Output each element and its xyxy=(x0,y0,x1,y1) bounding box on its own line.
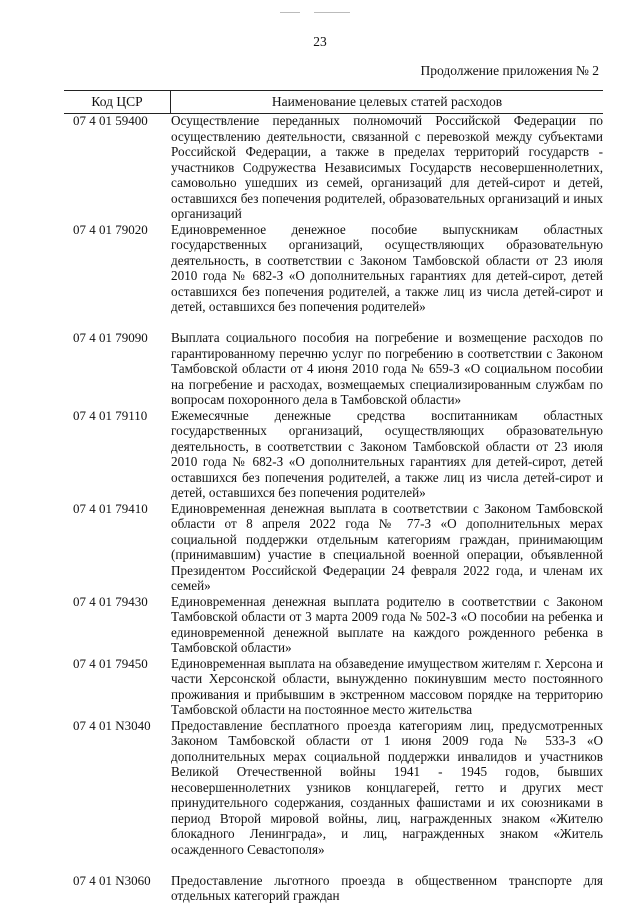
row-description: Единовременная денежная выплата родителю в соответствии с Законом Тамбовской области от 3 марта 2009 года № 502-З «О пособии на ребенка и единовременной денежной выплате на каждого рожденного ребенка в Тамбовской области» xyxy=(171,593,603,655)
row-description: Единовременная выплата на обзаведение имуществом жителям г. Херсона и части Херсонской области, вынужденно покинувшим место постоянного проживания и прибывшим в экстренном массовом порядке на территорию Тамбовской области на постоянное место жительства xyxy=(171,655,603,717)
table-row xyxy=(73,330,603,408)
row-description: Единовременная денежная выплата в соответствии с Законом Тамбовской области от 8 апреля 2022 года № 77-З «О дополнительных мерах социальной поддержки отдельным категориям граждан, принимающим (принимавшим) участие в специальной военной операции, объявленной Президентом Российской Федерации 24 февраля 2022 года, и членам их семей» xyxy=(171,500,603,593)
row-description: Предоставление льготного проезда в общественном транспорте для отдельных категорий граждан xyxy=(171,872,603,903)
row-code: 07 4 01 79090 xyxy=(73,330,148,345)
header-code: Код ЦСР xyxy=(64,91,171,113)
row-code: 07 4 01 59400 xyxy=(73,113,148,128)
row-code: 07 4 01 N3060 xyxy=(73,872,151,888)
table-row xyxy=(73,113,603,222)
row-code: 07 4 01 79450 xyxy=(73,655,148,671)
table-row xyxy=(73,222,603,315)
table-row xyxy=(73,873,603,904)
row-code: 07 4 01 79410 xyxy=(73,500,148,516)
page-number: 23 xyxy=(313,34,327,49)
table-row xyxy=(73,408,603,501)
table-row xyxy=(73,501,603,594)
row-description: Предоставление бесплатного проезда категориям лиц, предусмотренных Законом Тамбовской области от 1 июня 2009 года № 533-З «О дополнительных мерах социальной поддержки инвалидов и участников Великой Отечественной войны 1941 - 1945 годов, бывших несовершеннолетних узников концлагерей, гетто и других мест принудительного содержания, созданных фашистами и их союзниками в период Второй мировой войны, лиц, награжденных знаком «Жителю блокадного Ленинграда», и лиц, награжденных знаком «Житель осажденного Севастополя» xyxy=(171,717,603,857)
row-code: 07 4 01 79110 xyxy=(73,407,148,423)
row-description: Ежемесячные денежные средства воспитанникам областных государственных организаций, осуществляющих образовательную деятельность, в соответствии с Законом Тамбовской области от 23 июля 2010 года № 682-З «О дополнительных гарантиях для детей-сирот, детей оставшихся без попечения родителей, а также лиц из числа детей-сирот и детей, оставшихся без попечения родителей» xyxy=(171,407,603,500)
table-row xyxy=(73,594,603,656)
row-description: Осуществление переданных полномочий Российской Федерации по осуществлению деятельности, связанной с перевозкой между субъектами Российской Федерации, а также в пределах территорий государств - участников Содружества Независимых Государств несовершеннолетних, самовольно ушедших из семей, организаций для детей-сирот и детей, оставшихся без попечения родителей, образовательных организаций и иных организаций xyxy=(171,113,603,221)
scan-artifact xyxy=(280,0,370,4)
budget-table-body xyxy=(73,113,603,904)
row-description: Единовременное денежное пособие выпускникам областных государственных организаций, осуществляющих образовательную деятельность, в соответствии с Законом Тамбовской области от 23 июля 2010 года № 682-З «О дополнительных гарантиях для детей-сирот, детей оставшихся без попечения родителей, а также лиц из числа детей-сирот и детей, оставшихся без попечения родителей» xyxy=(171,221,603,314)
row-code: 07 4 01 79020 xyxy=(73,221,148,237)
row-code: 07 4 01 79430 xyxy=(73,593,148,609)
row-code: 07 4 01 N3040 xyxy=(73,717,151,733)
table-row xyxy=(73,656,603,718)
table-header xyxy=(64,90,603,114)
table-row xyxy=(73,718,603,858)
header-name: Наименование целевых статей расходов xyxy=(271,94,503,109)
row-description: Выплата социального пособия на погребение и возмещение расходов по гарантированному перечню услуг по погребению в соответствии с Законом Тамбовской области от 4 июня 2010 года № 659-З «О социальном пособии на погребение и расходах, возмещаемых специализированным службам по вопросам похоронного дела в Тамбовской области» xyxy=(171,330,603,407)
appendix-continuation: Продолжение приложения № 2 xyxy=(420,63,599,78)
